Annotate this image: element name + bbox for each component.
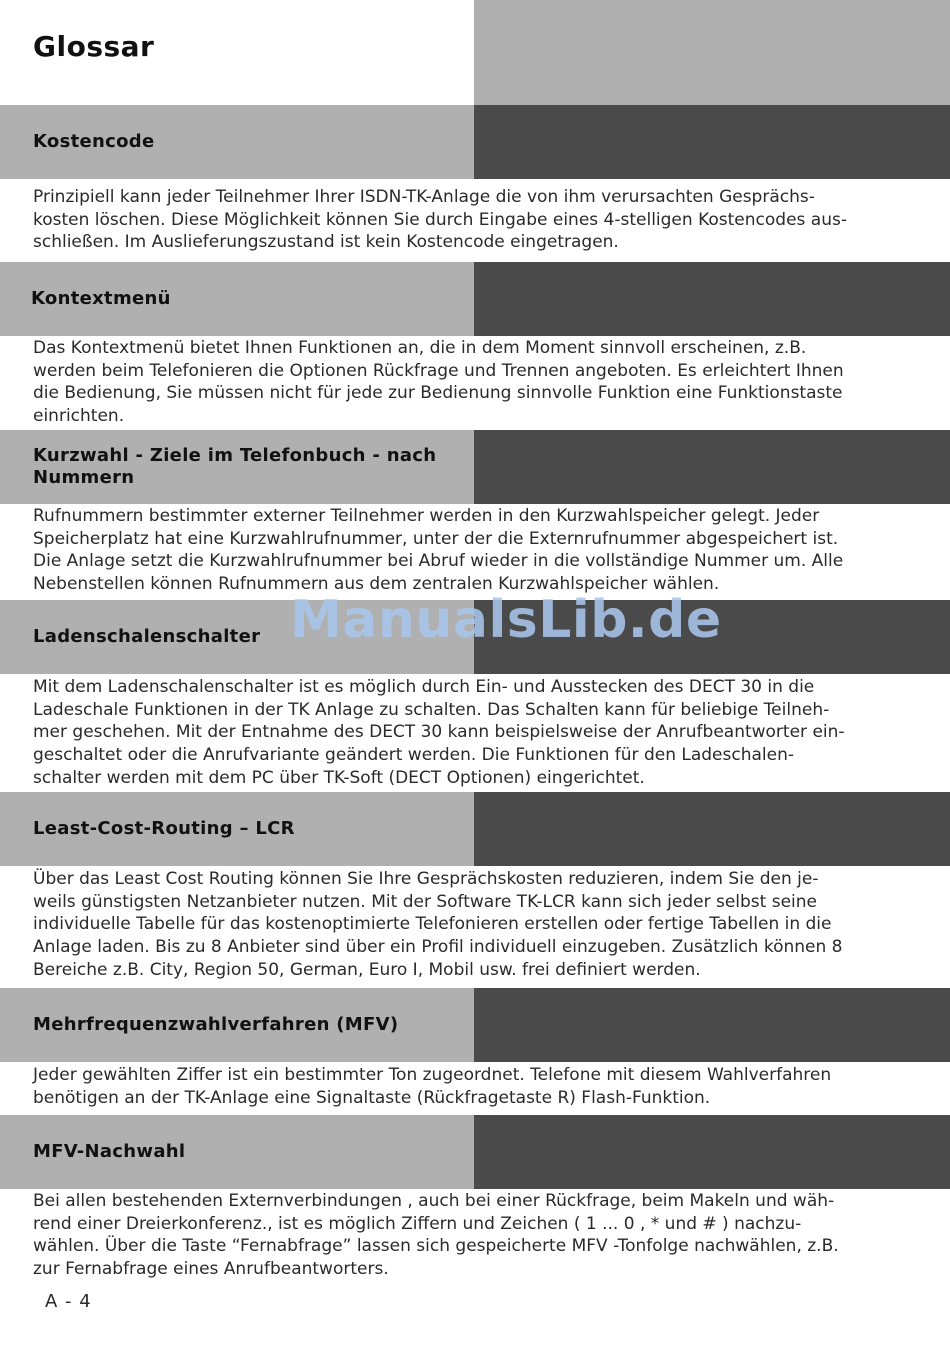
paragraph-line: Das Kontextmenü bietet Ihnen Funktionen an, die in dem Moment sinnvoll erscheinen, z.B.: [33, 338, 807, 358]
section-header-right: [474, 262, 950, 336]
section-header-mfv: [0, 988, 950, 1062]
section-paragraph-ladenschalenschalter: [33, 676, 893, 790]
section-heading: Kontextmenü: [31, 288, 171, 309]
section-header-right: [474, 105, 950, 179]
section-heading: Mehrfrequenzwahlverfahren (MFV): [33, 1014, 399, 1035]
section-header-kostencode: [0, 105, 950, 179]
paragraph-line: Nebenstellen können Rufnummern aus dem zentralen Kurzwahlspeicher wählen.: [33, 574, 720, 595]
paragraph-line: Mit dem Ladenschalenschalter ist es möglich durch Ein- und Ausstecken des DECT 30 in die: [33, 677, 815, 697]
section-header-kurzwahl: [0, 430, 950, 504]
paragraph-line: Bereiche z.B. City, Region 50, German, Euro I, Mobil usw. frei definiert werden.: [33, 959, 701, 980]
section-paragraph-lcr: [33, 868, 893, 982]
section-header-kontextmenue: [0, 262, 950, 336]
paragraph-line: Bei allen bestehenden Externverbindungen , auch bei einer Rückfrage, beim Makeln und wäh-: [33, 1191, 835, 1211]
paragraph-line: Ladeschale Funktionen in der TK Anlage zu schalten. Das Schalten kann für beliebige Teilneh-: [33, 699, 830, 720]
section-header-right: [474, 988, 950, 1062]
paragraph-line: die Bedienung, Sie müssen nicht für jede zur Bedienung sinnvolle Funktion eine Funktionstaste: [33, 383, 843, 404]
section-paragraph-kostencode: [33, 186, 893, 254]
paragraph-line: zur Fernabfrage eines Anrufbeantworters.: [33, 1259, 389, 1280]
paragraph-line: Anlage laden. Bis zu 8 Anbieter sind über ein Profil individuell einzugeben. Zusätzlich können 8: [33, 937, 843, 958]
paragraph-line: Prinzipiell kann jeder Teilnehmer Ihrer ISDN-TK-Anlage die von ihm verursachten Gesprächs-: [33, 187, 815, 207]
section-paragraph-mfv-nachwahl: [33, 1190, 893, 1281]
paragraph-line: individuelle Tabelle für das kostenoptimierte Telefonieren erstellen oder fertige Tabellen in die: [33, 914, 832, 935]
paragraph-line: rend einer Dreierkonferenz., ist es möglich Ziffern und Zeichen ( 1 ... 0 , * und # ) nachzu-: [33, 1213, 802, 1234]
paragraph-line: wählen. Über die Taste “Fernabfrage” lassen sich gespeicherte MFV -Tonfolge nachwählen, z.B.: [33, 1236, 839, 1257]
section-heading: MFV-Nachwahl: [33, 1141, 186, 1162]
section-header-right: [474, 1115, 950, 1189]
section-header-mfv-nachwahl: [0, 1115, 950, 1189]
section-heading: Ladenschalenschalter: [33, 626, 261, 647]
section-paragraph-kontextmenue: [33, 337, 893, 428]
section-header-right: [474, 792, 950, 866]
section-header-right: [474, 430, 950, 504]
paragraph-line: schließen. Im Auslieferungszustand ist kein Kostencode eingetragen.: [33, 232, 619, 253]
page-number: A - 4: [45, 1291, 92, 1312]
section-heading: Least-Cost-Routing – LCR: [33, 818, 295, 839]
section-heading: Kurzwahl - Ziele im Telefonbuch - nach Nummern: [33, 445, 437, 488]
paragraph-line: Jeder gewählten Ziffer ist ein bestimmter Ton zugeordnet. Telefone mit diesem Wahlverfahren: [33, 1065, 832, 1085]
header-right-panel: [474, 0, 950, 105]
paragraph-line: Die Anlage setzt die Kurzwahlrufnummer bei Abruf wieder in die vollständige Nummer um. Alle: [33, 551, 844, 572]
paragraph-line: einrichten.: [33, 406, 125, 427]
paragraph-line: benötigen an der TK-Anlage eine Signaltaste (Rückfragetaste R) Flash-Funktion.: [33, 1087, 711, 1108]
paragraph-line: kosten löschen. Diese Möglichkeit können Sie durch Eingabe eines 4-stelligen Kostencodes aus-: [33, 209, 847, 230]
paragraph-line: Über das Least Cost Routing können Sie Ihre Gesprächskosten reduzieren, indem Sie den je-: [33, 869, 819, 889]
paragraph-line: schalter werden mit dem PC über TK-Soft (DECT Optionen) eingerichtet.: [33, 767, 645, 788]
watermark: ManualsLib.de: [290, 590, 722, 650]
paragraph-line: mer geschehen. Mit der Entnahme des DECT 30 kann beispielsweise der Anrufbeantworter ein-: [33, 722, 845, 743]
paragraph-line: werden beim Telefonieren die Optionen Rückfrage und Trennen angeboten. Es erleichtert Ihnen: [33, 360, 844, 381]
paragraph-line: Rufnummern bestimmter externer Teilnehmer werden in den Kurzwahlspeicher gelegt. Jeder: [33, 506, 820, 526]
paragraph-line: geschaltet oder die Anrufvariante geändert werden. Die Funktionen für den Ladeschalen-: [33, 745, 795, 766]
section-paragraph-kurzwahl: [33, 505, 893, 596]
paragraph-line: Speicherplatz hat eine Kurzwahlrufnummer, unter der die Externrufnummer abgespeichert ist.: [33, 528, 839, 549]
section-paragraph-mfv: [33, 1064, 893, 1109]
section-header-lcr: [0, 792, 950, 866]
page-title: Glossar: [33, 30, 155, 63]
section-heading: Kostencode: [33, 131, 155, 152]
paragraph-line: weils günstigsten Netzanbieter nutzen. Mit der Software TK-LCR kann sich jeder selbst seine: [33, 891, 817, 912]
